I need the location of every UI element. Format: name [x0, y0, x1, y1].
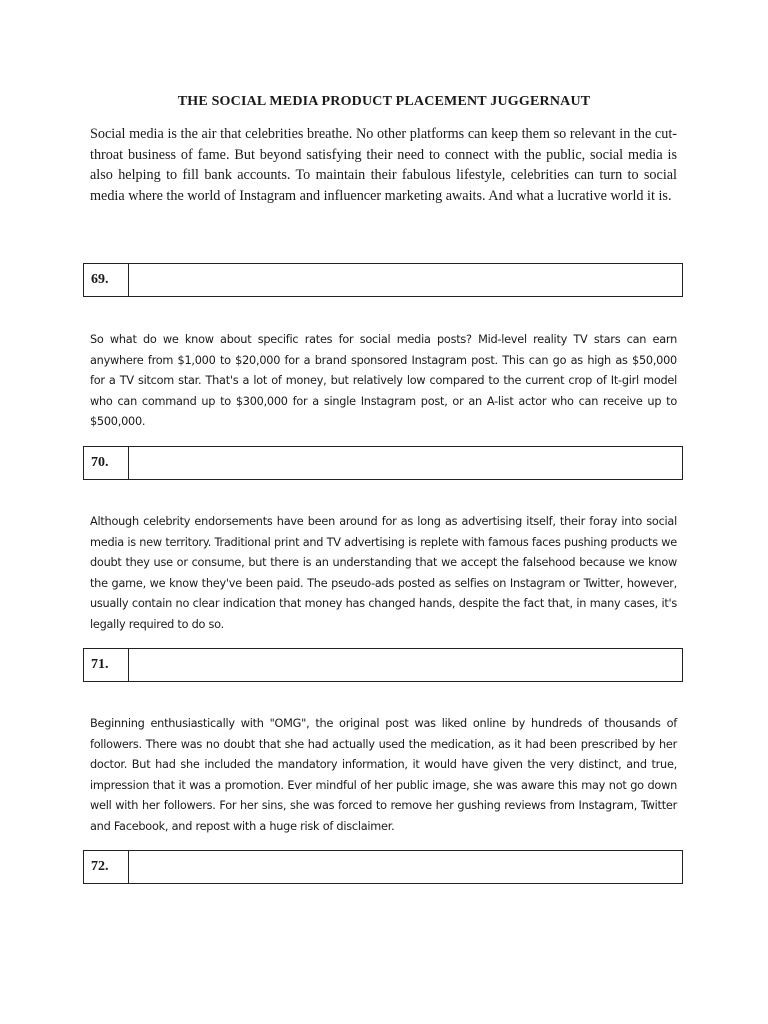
- answer-field[interactable]: [129, 447, 682, 479]
- body-paragraph-3: Beginning enthusiastically with "OMG", the original post was liked online by hundreds of thousands of followers. There was no doubt that she had actually used the medication, as it had been prescribed by her doctor. But had she included the mandatory information, it would have given the very distinct, and true, impression that it was a promotion. Ever mindful of her public image, she was aware this may not go down well with her followers. For her sins, she was forced to remove her gushing reviews from Instagram, Twitter and Facebook, and repost with a huge risk of disclaimer.: [90, 717, 677, 833]
- answer-field[interactable]: [129, 851, 682, 883]
- question-box-70: [83, 446, 683, 480]
- answer-field[interactable]: [129, 649, 682, 681]
- question-number: 72.: [84, 851, 129, 883]
- question-number: 70.: [84, 447, 129, 479]
- question-box-71: [83, 648, 683, 682]
- document-title: THE SOCIAL MEDIA PRODUCT PLACEMENT JUGGERNAUT: [177, 94, 591, 109]
- intro-paragraph: Social media is the air that celebrities breathe. No other platforms can keep them so relevant in the cut-throat business of fame. But beyond satisfying their need to connect with the public, social media is also helping to fill bank accounts. To maintain their fabulous lifestyle, celebrities can turn to social media where the world of Instagram and influencer marketing awaits. And what a lucrative world it is.: [90, 126, 677, 204]
- answer-field[interactable]: [129, 264, 682, 296]
- question-box-69: [83, 263, 683, 297]
- question-number: 69.: [84, 264, 129, 296]
- body-paragraph-2: Although celebrity endorsements have been around for as long as advertising itself, their foray into social media is new territory. Traditional print and TV advertising is replete with famous faces pushing products we doubt they use or consume, but there is an understanding that we accept the falsehood because we know the game, we know they've been paid. The pseudo-ads posted as selfies on Instagram or Twitter, however, usually contain no clear indication that money has changed hands, despite the fact that, in many cases, it's legally required to do so.: [90, 515, 677, 631]
- question-box-72: [83, 850, 683, 884]
- question-number: 71.: [84, 649, 129, 681]
- body-paragraph-1: So what do we know about specific rates for social media posts? Mid-level reality TV stars can earn anywhere from $1,000 to $20,000 for a brand sponsored Instagram post. This can go as high as $50,000 for a TV sitcom star. That's a lot of money, but relatively low compared to the current crop of It-girl model who can command up to $300,000 for a single Instagram post, or an A-list actor who can receive up to $500,000.: [90, 333, 677, 429]
